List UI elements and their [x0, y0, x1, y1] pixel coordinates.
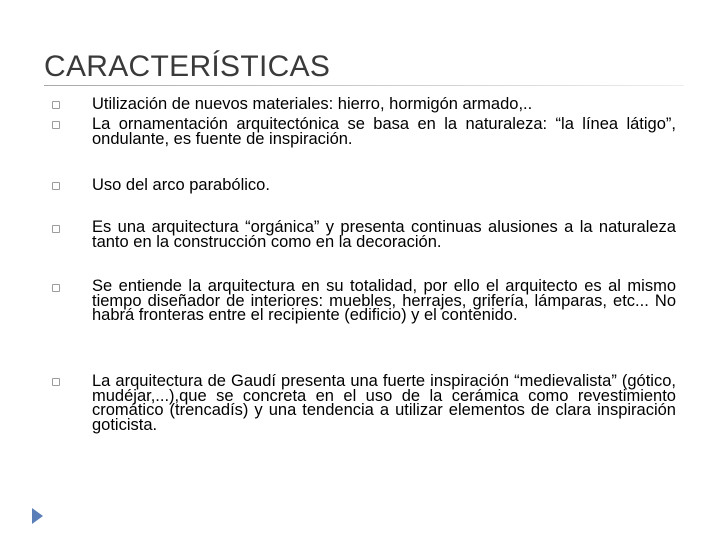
list-item: Se entiende la arquitectura en su totalidad, por ello el arquitecto es al mismo tiempo diseñador de interiores: muebles, herrajes, grifería, lámparas, etc... No habrá fronteras entre el recipiente (edificio) y el contenido. — [92, 277, 676, 324]
square-bullet-icon — [52, 284, 60, 292]
list-item: Es una arquitectura “orgánica” y presenta continuas alusiones a la naturaleza tanto en la construcción como en la decoración. — [92, 218, 676, 251]
title-divider — [44, 85, 684, 86]
play-arrow-icon[interactable] — [32, 508, 43, 524]
square-bullet-icon — [52, 225, 60, 233]
list-item: Uso del arco parabólico. — [92, 176, 270, 194]
list-item: La ornamentación arquitectónica se basa en la naturaleza: “la línea látigo”, ondulante, es fuente de inspiración. — [92, 115, 676, 148]
square-bullet-icon — [52, 101, 60, 109]
square-bullet-icon — [52, 121, 60, 129]
slide-title: CARACTERÍSTICAS — [44, 50, 331, 83]
list-item: La arquitectura de Gaudí presenta una fuerte inspiración “medievalista” (gótico, mudéjar,...),que se concreta en el uso de la cerámica como revestimiento cromático (trencadís) y una tendencia a utilizar elementos de clara inspiración goticista. — [92, 372, 676, 434]
square-bullet-icon — [52, 378, 60, 386]
square-bullet-icon — [52, 182, 60, 190]
list-item: Utilización de nuevos materiales: hierro, hormigón armado,.. — [92, 95, 533, 113]
